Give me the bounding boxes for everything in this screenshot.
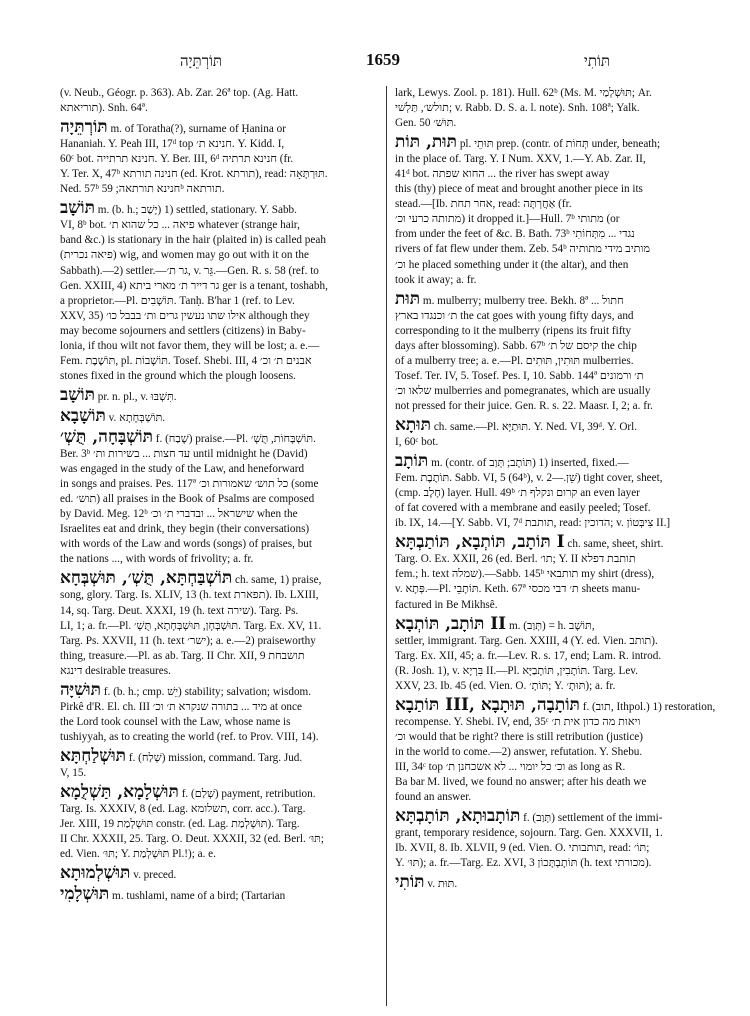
entry-line [395, 167, 715, 182]
running-header [70, 48, 690, 74]
page-number: 1659 [366, 50, 400, 69]
dictionary-entry [60, 747, 378, 781]
entry-headword: תּוֹשָׁב [60, 385, 95, 405]
entry-text: LI, 1; a. fr.—Pl. תּוּשְׁבְּחָן, תּוּשְׁבְּחָתָא, תֻּשְׁ׳. Targ. Ex. XV, 11. [60, 619, 322, 632]
entry-line [395, 339, 715, 354]
entry-headword: תּוֹתָב, תּוֹתְבָא II [395, 614, 507, 634]
entry-text: f. (שְׁלַם) payment, retribution. [181, 788, 316, 801]
entry-headword: תּוֹרְתֵּיָה [60, 118, 108, 138]
entry-line [395, 841, 715, 856]
entry-line [60, 864, 378, 883]
entry-line [60, 339, 378, 354]
entry-line [395, 399, 715, 414]
entry-text: thing, treasure.—Pl. as ab. Targ. II Chr. XII, 9 תושבחת [60, 649, 305, 662]
entry-text: XXV, 23. Ib. 45 (ed. Vien. O. תּוֹתָ׳; Y. תּוּתָ׳); a. fr. [395, 679, 616, 692]
entry-line [60, 681, 378, 700]
entry-line [395, 290, 715, 309]
entry-line [60, 428, 378, 447]
dictionary-entry [395, 133, 715, 287]
entry-headword: תּוֹשְׁבַּחְתָּא, תֻּשְׁ׳, תּוּשְׁבְּחָא [60, 569, 233, 589]
entry-text: תוריאתא). Snh. 64ª. [60, 102, 148, 115]
entry-text: stead.—[Ib. אחר תחת, read: אַחֲרְתָּה (fr. [395, 198, 572, 211]
entry-line [60, 407, 378, 426]
entry-text: 14, sq. Targ. Deut. XXXI, 19 (h. text שירה). Targ. Ps. [60, 604, 299, 617]
entry-text: v. תּוּת. [427, 878, 458, 891]
entry-text: Sabbath).—2) settler.—גר ת׳, v. גֵּר.—Gen. R. s. 58 (ref. to [60, 264, 319, 277]
entry-headword: תּוּשְׁלָמָא, תַּשְׁלֻמָא [60, 783, 179, 803]
entry-text: settler, immigrant. Targ. Gen. XXIII, 4 (Y. ed. Vien. תותב). [395, 634, 658, 647]
entry-text: factured in Be Mikhsê. [395, 598, 498, 611]
entry-text: Targ. Is. XXXIV, 8 (ed. Lag. תשלומא, corr. acc.). Targ. [60, 803, 306, 816]
entry-line [60, 537, 378, 552]
entry-line [395, 133, 715, 152]
entry-line [60, 294, 378, 309]
entry-headword: תּוֹתָב [395, 452, 429, 472]
entry-line [60, 101, 378, 116]
entry-text: Hananiah. Y. Peah III, 17ᵈ top חנינא ת׳. Y. Kidd. I, [60, 138, 285, 151]
entry-line [395, 471, 715, 486]
entry-line [60, 167, 378, 182]
entry-text: lonia, if thou wilt not favor them, they will be lost; a. e.— [60, 339, 320, 352]
entry-line [60, 664, 378, 679]
entry-headword: תּוֹתַבָא III, תּוֹתָבָה, תּוּתָבָא [395, 695, 580, 715]
entry-line [395, 197, 715, 212]
entry-text: ed. Vien. תּוּ׳; Y. תּוּשְׁלְמַת Pl.!); a. e. [60, 848, 216, 861]
dictionary-entry [395, 452, 715, 531]
entry-line [60, 747, 378, 766]
entry-text: V, 15. [60, 766, 87, 779]
entry-line [395, 212, 715, 227]
entry-line [395, 745, 715, 760]
entry-text: stones fixed in the ground which the plough loosens. [60, 369, 296, 382]
entry-text: v. פְּתָא.—Pl. תּוֹתָבֵי. Keth. 67ª ת׳ דבי מכסי sheets manu- [395, 583, 641, 596]
entry-text: by David. Meg. 12ᵇ שישראל ... ובדברי ת׳ וכ׳ when the [60, 508, 298, 521]
entry-line [395, 182, 715, 197]
entry-text: מתותה כרעי וכ׳) it dropped it.]—Hull. 7ᵇ מתותי (or [395, 213, 620, 226]
dictionary-entry [395, 696, 715, 805]
dictionary-entry [60, 885, 378, 904]
entry-line [395, 384, 715, 399]
entry-line [395, 826, 715, 841]
entry-line [395, 649, 715, 664]
entry-line [60, 199, 378, 218]
entry-text: I, 60ᶜ bot. [395, 436, 439, 449]
right-column [395, 86, 715, 894]
entry-text: דינגא desirable treasures. [60, 664, 171, 677]
entry-line [395, 760, 715, 775]
entry-line [395, 730, 715, 745]
entry-text: Y. תּוּ׳); a. fr.—Targ. Ez. XVI, 3 תּוֹתָבְתָּכוֹן (h. text מכורתי). [395, 857, 652, 870]
entry-text: m. (contr. of תּוֹתָב; תְּוַב) 1) inserted, fixed.— [431, 457, 629, 470]
entry-line [395, 615, 715, 634]
entry-line [60, 86, 378, 101]
entry-text: lark, Lewys. Zool. p. 181). Hull. 62ᵇ (Ms. M. תּוּשְׁלְמַי; Ar. [395, 87, 652, 99]
entry-text: Israelites eat and drink, they begin (their conversations) [60, 523, 310, 536]
entry-line [395, 101, 715, 116]
entry-line [395, 856, 715, 871]
entry-text: וכ׳ he placed something under it (the altar), and then [395, 258, 629, 271]
dictionary-entry [60, 386, 378, 405]
entry-line [395, 679, 715, 694]
entry-text: of a mulberry tree; a. e.—Pl. תּוּתִין, תּוּתִים mulberries. [395, 354, 634, 367]
entry-text: m. tushlami, name of a bird; (Tartarian [112, 890, 286, 903]
entry-headword: תּוּת [395, 289, 421, 309]
entry-line [60, 324, 378, 339]
entry-line [60, 730, 378, 745]
entry-text: תולש׳, תַּלְשׁי; v. Rabb. D. S. a. l. note). Snh. 108ª; Yalk. [395, 102, 640, 115]
entry-text: וכ׳ would that be right? there is still retribution (justice) [395, 730, 643, 743]
entry-text: ed. תוש׳) all praises in the Book of Psalms are composed [60, 493, 315, 506]
entry-line [395, 873, 715, 892]
entry-line [60, 137, 378, 152]
entry-line [395, 309, 715, 324]
entry-text: (פיאה נכרית) wig, and women may go out with it on the [60, 249, 309, 262]
entry-headword: תּוֹשְׁבָּחָה, תֻּשְׁ׳ [60, 427, 153, 447]
entry-headword: תּוֹתָב, תּוֹתְבָא, תּוֹתַבְתָּא I [395, 533, 565, 553]
dictionary-entry [60, 199, 378, 384]
dictionary-entry [60, 681, 378, 745]
entry-text: Ber. 3ᵇ עד חצות ... בשירות ות׳ until midnight he (David) [60, 448, 308, 461]
entry-text: (cmp. חָלָב) layer. Hull. 49ᵇ קרום ונקלף ת׳ an even layer [395, 487, 640, 500]
entry-line [60, 118, 378, 137]
entry-text: fem.; h. text שמלה).—Sabb. 145ᵇ תותבאי my shirt (dress), [395, 568, 655, 581]
entry-line [60, 152, 378, 167]
entry-headword: תּוֹתָבוּתָא, תּוֹתָבְתָּא [395, 807, 521, 827]
entry-text: f. (שְׁלַח) mission, command. Targ. Jud. [128, 751, 303, 764]
entry-text: song, glory. Targ. Is. XLIV, 13 (h. text תפארת). Ib. LXIII, [60, 589, 319, 602]
dictionary-entry [60, 864, 378, 883]
entry-text: Fem. תּוֹתֶבֶת. Sabb. VI, 5 (64ᵇ), v. שֵׁן.—2) tight cover, sheet, [395, 472, 663, 485]
entry-line [395, 227, 715, 242]
entry-text: 60ᶜ bot. חנינא תרתייה. Y. Ber. III, 6ᵈ חנינא תרתיה (fr. [60, 153, 294, 166]
entry-line [395, 567, 715, 582]
entry-text: ch. same, sheet, shirt. [567, 538, 664, 551]
entry-text: XXV, 35) אילו שתו נעשין גרים ות׳ בבבל כו׳ although they [60, 309, 310, 322]
entry-line [395, 775, 715, 790]
entry-text: from under the feet of &c. B. Bath. 73ᵇ נגדי ... מִתְּחוֹתִי [395, 228, 635, 241]
entry-text: 41ᵈ bot. החוא שפתה ... the river has swept away [395, 168, 610, 181]
entry-text: took it away; a. fr. [395, 273, 477, 286]
entry-line [395, 715, 715, 730]
entry-text: ch. same.—Pl. תּוּתַיָּא. Y. Ned. VI, 39ᵈ. Y. Orl. [433, 420, 638, 433]
entry-headword: תּוּשְׁלָמִי [60, 885, 110, 905]
entry-line [60, 766, 378, 781]
entry-line [60, 885, 378, 904]
header-right-guideword: תּוֹתִי [583, 52, 610, 70]
column-divider [386, 86, 387, 1006]
entry-line [60, 700, 378, 715]
entry-line [395, 416, 715, 435]
entry-line [60, 715, 378, 730]
entry-text: may become sojourners and settlers (citizens) in Baby- [60, 324, 306, 337]
entry-text: was engaged in the study of the Law, and heneforward [60, 463, 305, 476]
entry-text: Gen. XXIII, 4) גר דייר ת׳ מארי ביתא ger is a tenant, toshabh, [60, 279, 328, 292]
entry-text: ch. same, 1) praise, [235, 574, 322, 587]
dictionary-entry [395, 873, 715, 892]
dictionary-entry [395, 416, 715, 450]
entry-line [60, 832, 378, 847]
entry-text: rivers of fat flew under them. Zeb. 54ᵇ מותיב מידי מתותיה [395, 243, 650, 256]
dictionary-entry [60, 407, 378, 426]
entry-headword: תּוֹשָׁבָא [60, 406, 106, 426]
entry-line [395, 807, 715, 826]
entry-headword: תּוּתָא [395, 415, 432, 435]
entry-text: grant, temporary residence, sojourn. Targ. Gen. XXXVII, 1. [395, 827, 663, 840]
entry-text: pl. תּוּתֵי prep. (contr. of תְּחוֹת under, beneath; [459, 138, 661, 151]
entry-headword: תּוֹתִי [395, 873, 425, 893]
entry-line [395, 258, 715, 273]
entry-line [60, 248, 378, 263]
entry-line [60, 447, 378, 462]
entry-line [60, 354, 378, 369]
entry-line [395, 324, 715, 339]
entry-line [395, 598, 715, 613]
entry-text: band &c.) is stationary in the hair (plaited in) is called peah [60, 234, 326, 247]
entry-line [60, 634, 378, 649]
entry-text: Fem. תּוֹשֶׁבֶת, pl. תּוֹשָׁבוֹת. Tosef. Shebi. III, 4 אבנים ת׳ וכ׳ [60, 354, 312, 367]
entry-line [395, 486, 715, 501]
entry-line [60, 552, 378, 567]
header-left-guideword: תּוֹרְתֵּיָה [180, 52, 223, 70]
dictionary-entry [60, 783, 378, 862]
dictionary-entry [395, 533, 715, 612]
entry-text: Y. Ter. X, 47ᵇ חנינה תורתא (ed. Krot. תורתא), read: תּוּרְתָּאָה. [60, 168, 328, 181]
entry-text: with words of the Law and words (songs) of praises, but [60, 538, 312, 551]
entry-line [395, 501, 715, 516]
entry-line [395, 634, 715, 649]
dictionary-entry [395, 807, 715, 871]
entry-line [60, 507, 378, 522]
entry-text: v. preced. [133, 869, 177, 882]
entry-text: II Chr. XXXII, 25. Targ. O. Deut. XXXII, 32 (ed. Berl. תּוּ׳; [60, 833, 324, 846]
entry-text: Gen. 50 תּוּשׁ׳. [395, 117, 457, 130]
entry-text: f. (תוב, Ithpol.) 1) restoration, [582, 700, 715, 713]
entry-text: in the world to come.—2) answer, refutation. Y. Shebu. [395, 745, 643, 758]
entry-text: the nations ..., with words of frivolity; a. fr. [60, 553, 254, 566]
entry-text: VI, 8ᵇ bot. פיאה ... כל שהוא ת׳ whatever (strange hair, [60, 219, 300, 232]
dictionary-entry [60, 118, 378, 197]
entry-text: Ned. 57ᵇ חנינא תורתאה; 59ᵇ תורתאה. [60, 183, 225, 196]
entry-line [395, 116, 715, 131]
entry-text: this (thy) piece of meat and brought another piece in its [395, 183, 643, 196]
entry-headword: תּוּשְׁלְמוּתָא [60, 864, 131, 884]
entry-text: m. (b. h.; יָשַׁב) 1) settled, stationary. Y. Sabb. [97, 204, 297, 217]
entry-text: Targ. Ex. XII, 45; a. fr.—Lev. R. s. 17, end; Lam. R. introd. [395, 649, 662, 662]
entry-line [60, 182, 378, 197]
entry-text: Jer. XIII, 19 תּוּשְׁלְמַת constr. (ed. Lag. תּוּשְׁלְמַת). Targ. [60, 818, 300, 831]
entry-line [60, 233, 378, 248]
entry-line [60, 462, 378, 477]
entry-line [60, 783, 378, 802]
entry-headword: תּוּשְׁלַחְתָּא [60, 746, 127, 766]
entry-text: Pirkê d'R. El. ch. III מיד ... בתורה שנקרא ת׳ וכ׳ at once [60, 700, 302, 713]
entry-headword: תּוּת, תּוֹת [395, 133, 458, 153]
dictionary-entry [60, 569, 378, 678]
entry-text: Tosef. Ter. IV, 5. Tosef. Pes. I, 10. Sabb. 144ª ת׳ ורמונים [395, 369, 644, 382]
entry-text: ת׳ וכנגדו בארץ the cat goes with young fifty days, and [395, 309, 634, 322]
entry-line [60, 649, 378, 664]
entry-line [395, 369, 715, 384]
entry-text: of fat covered with a membrane and easily peeled; Tosef. [395, 502, 651, 515]
entry-line [60, 264, 378, 279]
entry-text: a proprietor.—Pl. תּוֹשָׁבִים. Tanḥ. B'har 1 (ref. to Lev. [60, 294, 295, 307]
entry-headword: תּוּשִׁיָּה [60, 680, 101, 700]
entry-text: recompense. Y. Shebi. IV, end, 35ᶜ ויאות מה כדון אית ת׳ [395, 715, 641, 728]
dictionary-entry [395, 86, 715, 131]
entry-line [395, 664, 715, 679]
entry-line [60, 588, 378, 603]
entry-line [60, 802, 378, 817]
dictionary-entry [60, 428, 378, 567]
entry-text: f. (תְּוַב) settlement of the immi- [523, 812, 663, 825]
entry-text: m. (תְּוַב) = h. תּוֹשָׁב, [508, 619, 595, 632]
entry-line [395, 242, 715, 257]
entry-line [60, 604, 378, 619]
entry-text: found an answer. [395, 791, 472, 804]
entry-text: Targ. O. Ex. XXII, 26 (ed. Berl. תו׳; Y. II תותבת דפלא [395, 553, 636, 566]
entry-line [395, 354, 715, 369]
dictionary-entry [395, 290, 715, 414]
entry-text: f. (b. h.; cmp. יֵשׁ) stability; salvation; wisdom. [103, 685, 312, 698]
entry-text: days after blossoming). Sabb. 67ᵇ קיסם של ת׳ the chip [395, 339, 637, 352]
entry-text: Ba bar M. lived, we found no answer; after his death we [395, 776, 647, 789]
entry-line [395, 152, 715, 167]
entry-text: tushiyyah, as to creating the world (ref. to Prov. VIII, 14). [60, 730, 319, 743]
entry-line [395, 533, 715, 552]
entry-text: m. of Toratha(?), surname of Ḥanina or [110, 123, 286, 136]
dictionary-entry [60, 86, 378, 116]
entry-text: the Lord took counsel with the Law, whose name is [60, 715, 291, 728]
entry-line [60, 817, 378, 832]
entry-line [395, 516, 715, 531]
entry-text: in songs and praises. Pes. 117ª כל תוש׳ שאמורות וכ׳ (some [60, 478, 319, 491]
entry-line [395, 790, 715, 805]
entry-text: in the place of. Targ. Y. I Num. XXV, 1.—Y. Ab. Zar. II, [395, 153, 646, 166]
entry-line [395, 452, 715, 471]
entry-text: (R. Josh. 1), v. בִּרְיָא II.—Pl. תּוֹתָבִין, תּוֹתָבַיָּא. Targ. Lev. [395, 664, 638, 677]
entry-headword: תּוֹשָׁב [60, 199, 95, 219]
entry-line [395, 86, 715, 101]
entry-line [395, 582, 715, 597]
entry-line [395, 552, 715, 567]
entry-line [60, 619, 378, 634]
entry-line [60, 279, 378, 294]
entry-line [60, 218, 378, 233]
entry-text: corresponding to it the mulberry (ripens its fruit fifty [395, 324, 632, 337]
entry-text: f. (שָׁבַח) praise.—Pl. תּוֹשְׁבָּחוֹת, תֻּשְׁ׳. [155, 432, 316, 445]
left-column [60, 86, 378, 906]
entry-line [60, 492, 378, 507]
entry-text: (v. Neub., Géogr. p. 363). Ab. Zar. 26ª top. (Ag. Hatt. [60, 87, 299, 99]
entry-line [60, 477, 378, 492]
entry-line [60, 522, 378, 537]
entry-text: v. תּוֹשְׁבְּחָתָא. [108, 411, 166, 424]
entry-text: שלאו וכ׳ mulberries and pomegranates, which are usually [395, 384, 651, 397]
entry-text: not pressed for their juice. Gen. R. s. 22. Maasr. I, 2; a. fr. [395, 399, 653, 412]
entry-line [60, 847, 378, 862]
entry-text: pr. n. pl., v. תִּשְׁבּוּ. [97, 390, 177, 403]
entry-line [60, 386, 378, 405]
entry-text: m. mulberry; mulberry tree. Bekh. 8ª ... חתול [422, 294, 624, 307]
entry-line [60, 569, 378, 588]
entry-text: Targ. Ps. XXVII, 11 (h. text ישר׳); a. e.—2) praiseworthy [60, 634, 316, 647]
entry-line [60, 369, 378, 384]
entry-text: III, 34ᶜ top וכ׳ כל יומוי ... לא אשכחנן ת׳ as long as R. [395, 760, 626, 773]
entry-text: Ib. XVII, 8. Ib. XLVII, 9 (ed. Vien. O. תותבותי, read: תּוֹ׳; [395, 842, 650, 855]
entry-text: ib. IX, 14.—[Y. Sabb. VI, 7ᵈ תותבת, read: הדוכין; v. צִיבְּטוֹן II.] [395, 517, 671, 530]
entry-line [395, 273, 715, 288]
entry-line [60, 309, 378, 324]
entry-line [395, 435, 715, 450]
dictionary-entry [395, 615, 715, 694]
entry-line [395, 696, 715, 715]
